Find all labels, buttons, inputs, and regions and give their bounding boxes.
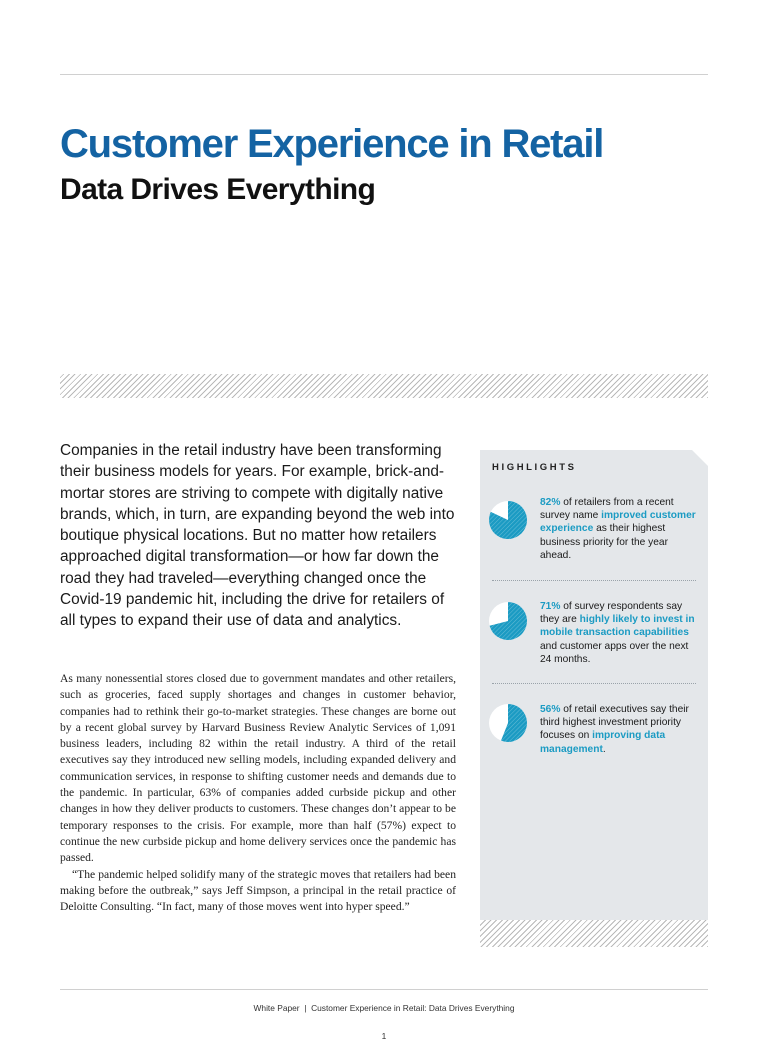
page-title: Customer Experience in Retail <box>60 122 604 166</box>
highlights-separator <box>492 683 696 684</box>
footer-rule <box>60 989 708 990</box>
highlights-panel <box>480 450 708 947</box>
pie-chart-icon <box>488 500 528 540</box>
stat-value: 56% <box>540 704 561 715</box>
stat-emphasis: improved customer experience <box>540 510 696 535</box>
lead-paragraph: Companies in the retail industry have been transforming their business models for years. For example, brick-and-mortar stores are striving to compete with digitally native brands, which, in turn, are expanding beyond the web into boutique physical locations. But no matter how retailers approached digital transformation—or how far down the road they had traveled—everything changed once the Covid-19 pandemic hit, including the drive for retailers of all types to expand their use of data and analytics. <box>60 442 455 630</box>
highlight-stat-text <box>540 496 698 562</box>
pie-chart-icon <box>488 703 528 743</box>
stat-text-start: of survey respondents say they are <box>540 601 683 626</box>
stat-value: 82% <box>540 497 561 508</box>
stat-value: 71% <box>540 601 561 612</box>
highlight-stat-text <box>540 600 698 666</box>
page-footer: White Paper | Customer Experience in Retail: Data Drives Everything <box>253 1003 515 1013</box>
body-text <box>60 671 456 915</box>
stat-text-end: . <box>602 743 606 755</box>
stat-text-end: and customer apps over the next 24 months. <box>540 640 689 665</box>
top-rule <box>60 74 708 75</box>
body-paragraph-1: As many nonessential stores closed due to government mandates and other retailers, such as groceries, faced supply shortages and changes in customer behavior, companies had to rethink their go-to-market strategies. These changes are borne out by a recent global survey by Harvard Business Review Analytic Services of 1,091 business leaders, including 82 within the retail industry. A third of the retail executives say they introduced new selling models, including expanded delivery and communication services, in response to shifting customer needs and demands due to the pandemic. In particular, 63% of companies added curbside pickup and other changes in how they deliver products to customers. These changes don’t appear to be temporary responses to the crisis. For example, more than half (57%) expect to continue the new curbside pickup and home delivery services once the pandemic has passed. <box>60 672 456 865</box>
page-number: 1 <box>381 1031 387 1041</box>
stat-text-end: as their highest business priority for the year ahead. <box>540 523 668 561</box>
stat-text-start: of retail executives say their third highest investment priority focuses on <box>540 704 689 742</box>
hatch-divider-band <box>60 374 708 398</box>
body-paragraph-2: “The pandemic helped solidify many of the strategic moves that retailers had been making before the outbreak,” says Jeff Simpson, a principal in the retail practice of Deloitte Consulting. “In fact, many of those moves went into hyper speed.” <box>60 867 456 914</box>
stat-emphasis: highly likely to invest in mobile transaction capabilities <box>540 614 695 639</box>
highlights-separator <box>492 580 696 581</box>
highlight-stat-text <box>540 703 698 756</box>
stat-text-start: of retailers from a recent survey name <box>540 497 674 522</box>
stat-emphasis: improving data management <box>540 730 666 755</box>
page-subtitle: Data Drives Everything <box>60 173 376 206</box>
highlights-hatch-footer <box>480 920 708 947</box>
highlights-title: HIGHLIGHTS <box>492 462 577 473</box>
pie-chart-icon <box>488 601 528 641</box>
